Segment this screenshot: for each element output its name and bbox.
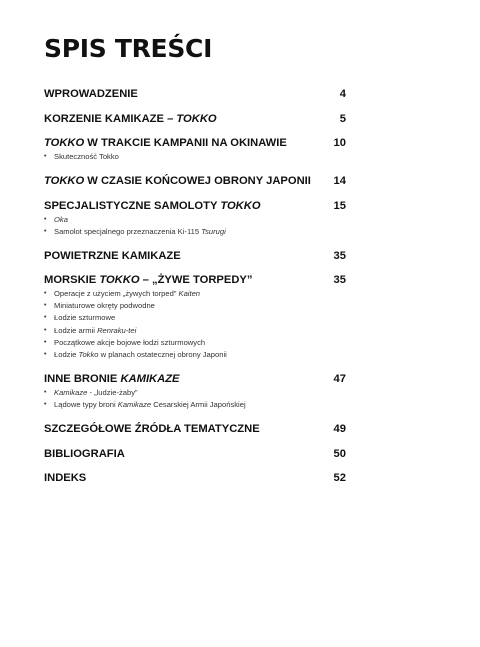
text-run: INDEKS: [44, 472, 87, 485]
text-run: w planach ostatecznej obrony Japonii: [98, 349, 227, 359]
toc-page-number: 35: [333, 249, 346, 262]
toc-entry-heading: [44, 174, 346, 188]
toc-entry-heading: [44, 199, 346, 213]
toc-subentry[interactable]: [44, 226, 346, 238]
toc-page-number: 4: [339, 88, 346, 100]
toc-entry-label: [44, 87, 138, 101]
text-run: WPROWADZENIE: [44, 88, 138, 100]
toc-entry[interactable]: [44, 372, 346, 411]
bullet-icon: •: [44, 153, 47, 160]
text-run: SZCZEGÓŁOWE ŹRÓDŁA TEMATYCZNE: [44, 423, 260, 436]
toc-subentry[interactable]: [44, 151, 346, 163]
toc-entry[interactable]: [44, 447, 346, 461]
italic-text-run: TOKKO: [176, 112, 217, 125]
italic-text-run: Tokko: [78, 349, 99, 359]
toc-entry-label: [44, 199, 261, 213]
bullet-icon: •: [44, 215, 47, 223]
toc-subentry-list: [44, 288, 346, 361]
text-run: Cesarskiej Armii Japońskiej: [151, 399, 246, 409]
toc-entry-label: [44, 471, 86, 485]
toc-subentry[interactable]: [44, 300, 346, 312]
text-run: Początkowe akcje bojowe łodzi szturmowych: [54, 337, 206, 347]
text-run: W TRAKCIE KAMPANII NA OKINAWIE: [84, 137, 287, 149]
bullet-icon: •: [44, 314, 47, 322]
toc-subentry[interactable]: [44, 312, 346, 324]
toc-subentry-list: [44, 214, 346, 238]
bullet-icon: •: [44, 338, 47, 346]
italic-text-run: TOKKO: [44, 137, 85, 149]
toc-entry[interactable]: [44, 174, 346, 188]
toc-page-number: 14: [333, 175, 346, 188]
toc-entry-heading: [44, 249, 346, 263]
toc-page-number: 5: [339, 112, 346, 125]
text-run: Łodzie: [54, 349, 79, 359]
toc-entry-heading: [44, 112, 346, 126]
bullet-icon: •: [44, 400, 47, 408]
toc-entry[interactable]: [44, 199, 346, 238]
italic-text-run: TOKKO: [220, 199, 261, 212]
toc-subentry[interactable]: [44, 337, 346, 349]
toc-subentry[interactable]: [44, 349, 346, 361]
text-run: POWIETRZNE KAMIKAZE: [44, 249, 181, 262]
toc-entry[interactable]: [44, 136, 346, 163]
toc-subentry[interactable]: [44, 399, 346, 411]
toc-page-number: 47: [333, 372, 346, 385]
toc-list: [44, 87, 346, 485]
toc-page-number: 35: [333, 274, 346, 287]
text-run: Skuteczność Tokko: [54, 152, 119, 161]
bullet-icon: •: [44, 290, 47, 298]
toc-entry-heading: [44, 87, 346, 101]
italic-text-run: Kamikaze: [54, 387, 88, 397]
italic-text-run: Renraku-tei: [97, 325, 137, 335]
text-run: INNE BRONIE: [44, 372, 121, 385]
toc-entry-heading: [44, 422, 346, 436]
toc-subentry-list: [44, 151, 346, 163]
toc-entry-heading: [44, 447, 346, 461]
toc-entry-label: [44, 249, 181, 263]
toc-page-number: 52: [333, 472, 346, 485]
text-run: Łodzie armii: [54, 325, 98, 335]
toc-page-number: 49: [333, 423, 346, 436]
text-run: Operacje z użyciem „żywych torped”: [54, 289, 179, 299]
italic-text-run: Kaiten: [178, 289, 201, 299]
toc-subentry[interactable]: [44, 387, 346, 399]
italic-text-run: Oka: [54, 214, 68, 224]
toc-entry-label: [44, 273, 252, 287]
italic-text-run: TOKKO: [99, 274, 140, 287]
toc-entry[interactable]: [44, 249, 346, 263]
text-run: SPECJALISTYCZNE SAMOLOTY: [44, 199, 221, 212]
bullet-icon: •: [44, 302, 47, 310]
italic-text-run: KAMIKAZE: [120, 372, 180, 385]
text-run: Miniaturowe okręty podwodne: [54, 301, 155, 311]
toc-entry-label: [44, 372, 180, 386]
toc-entry[interactable]: [44, 471, 346, 485]
toc-entry-label: [44, 136, 287, 150]
text-run: W CZASIE KOŃCOWEJ OBRONY JAPONII: [84, 175, 311, 188]
toc-entry[interactable]: [44, 273, 346, 361]
toc-page-number: 15: [333, 199, 346, 212]
toc-subentry[interactable]: [44, 288, 346, 300]
text-run: MORSKIE: [44, 274, 100, 287]
text-run: - „ludzie-żaby”: [87, 387, 138, 397]
toc-entry[interactable]: [44, 87, 346, 101]
toc-entry[interactable]: [44, 112, 346, 126]
bullet-icon: •: [44, 326, 47, 334]
toc-entry-label: [44, 174, 311, 188]
text-run: Łodzie szturmowe: [54, 313, 116, 323]
text-run: Samolot specjalnego przeznaczenia Ki-115: [54, 226, 202, 236]
toc-entry[interactable]: [44, 422, 346, 436]
toc-entry-label: [44, 447, 125, 461]
italic-text-run: TOKKO: [44, 175, 85, 188]
toc-subentry[interactable]: [44, 214, 346, 226]
text-run: Lądowe typy broni: [54, 399, 118, 409]
toc-page-number: 10: [333, 137, 346, 149]
toc-page-number: 50: [333, 447, 346, 460]
text-run: KORZENIE KAMIKAZE –: [44, 112, 177, 125]
toc-entry-heading: [44, 471, 346, 485]
bullet-icon: •: [44, 227, 47, 235]
toc-entry-label: [44, 422, 260, 436]
toc-subentry-list: [44, 387, 346, 411]
text-run: BIBLIOGRAFIA: [44, 447, 125, 460]
bullet-icon: •: [44, 350, 47, 358]
bullet-icon: •: [44, 388, 47, 396]
text-run: – „ŻYWE TORPEDY”: [139, 274, 253, 287]
toc-entry-heading: [44, 372, 346, 386]
page-title: SPIS TREŚCI: [44, 34, 213, 63]
italic-text-run: Kamikaze: [117, 399, 152, 409]
toc-subentry[interactable]: [44, 325, 346, 337]
toc-entry-heading: [44, 136, 346, 150]
toc-entry-heading: [44, 273, 346, 287]
italic-text-run: Tsurugi: [201, 226, 226, 236]
toc-entry-label: [44, 112, 217, 126]
